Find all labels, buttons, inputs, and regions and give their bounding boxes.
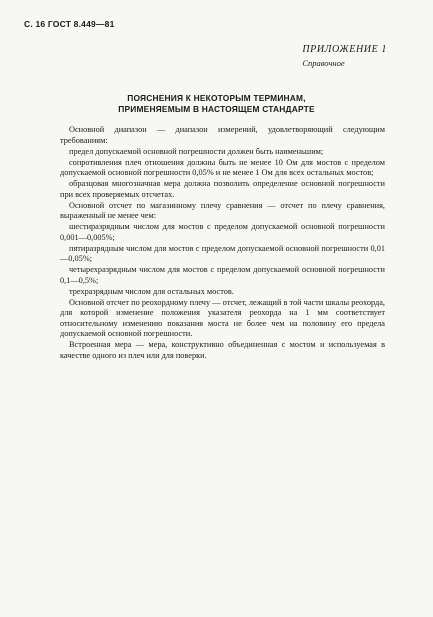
paragraph: образцовая многозначная мера должна позволить определение основной погрешности при всех проверяемых отсчетах. [60, 179, 385, 199]
document-title-line-1: ПОЯСНЕНИЯ К НЕКОТОРЫМ ТЕРМИНАМ, [127, 93, 306, 103]
appendix-subtitle: Справочное [302, 58, 345, 68]
paragraph: сопротивления плеч отношения должны быть не менее 10 Ом для мостов с пределом допускаемой основной погрешности 0,05% и не менее 1 Ом для всех остальных мостов; [60, 157, 385, 177]
appendix-title: ПРИЛОЖЕНИЕ 1 [302, 44, 387, 55]
paragraph: Основной отсчет по реохордному плечу — отсчет, лежащий в той части шкалы реохорда, для которой изменение положения указателя реохорда на 1 мм соответствует относительному изменению показания моста не более чем на половину его предела допускаемой основной погрешности. [60, 297, 385, 338]
appendix-label [302, 44, 387, 68]
paragraph: Встроенная мера — мера, конструктивно объединенная с мостом и используемая в качестве одного из плеч или для поверки. [60, 340, 385, 360]
paragraph: шестиразрядным числом для мостов с пределом допускаемой основной погрешности 0,001—0,005%; [60, 222, 385, 242]
paragraph: Основной диапазон — диапазон измерений, удовлетворяющий следующим требованиям: [60, 125, 385, 145]
document-body [60, 125, 385, 362]
paragraph: четырехразрядным числом для мостов с пределом допускаемой основной погрешности 0,1—0,5%; [60, 265, 385, 285]
page-header: С. 16 ГОСТ 8.449—81 [24, 19, 115, 29]
document-title-line-2: ПРИМЕНЯЕМЫМ В НАСТОЯЩЕМ СТАНДАРТЕ [118, 104, 315, 114]
paragraph: предел допускаемой основной погрешности должен быть наименьшим; [69, 146, 324, 156]
paragraph: пятиразрядным числом для мостов с пределом допускаемой основной погрешности 0,01—0,05%; [60, 243, 385, 263]
document-title [0, 93, 433, 115]
paragraph: трехразрядным числом для остальных мостов. [69, 286, 234, 296]
paragraph: Основной отсчет по магазинному плечу сравнения — отсчет по плечу сравнения, выраженный не менее чем: [60, 200, 385, 220]
